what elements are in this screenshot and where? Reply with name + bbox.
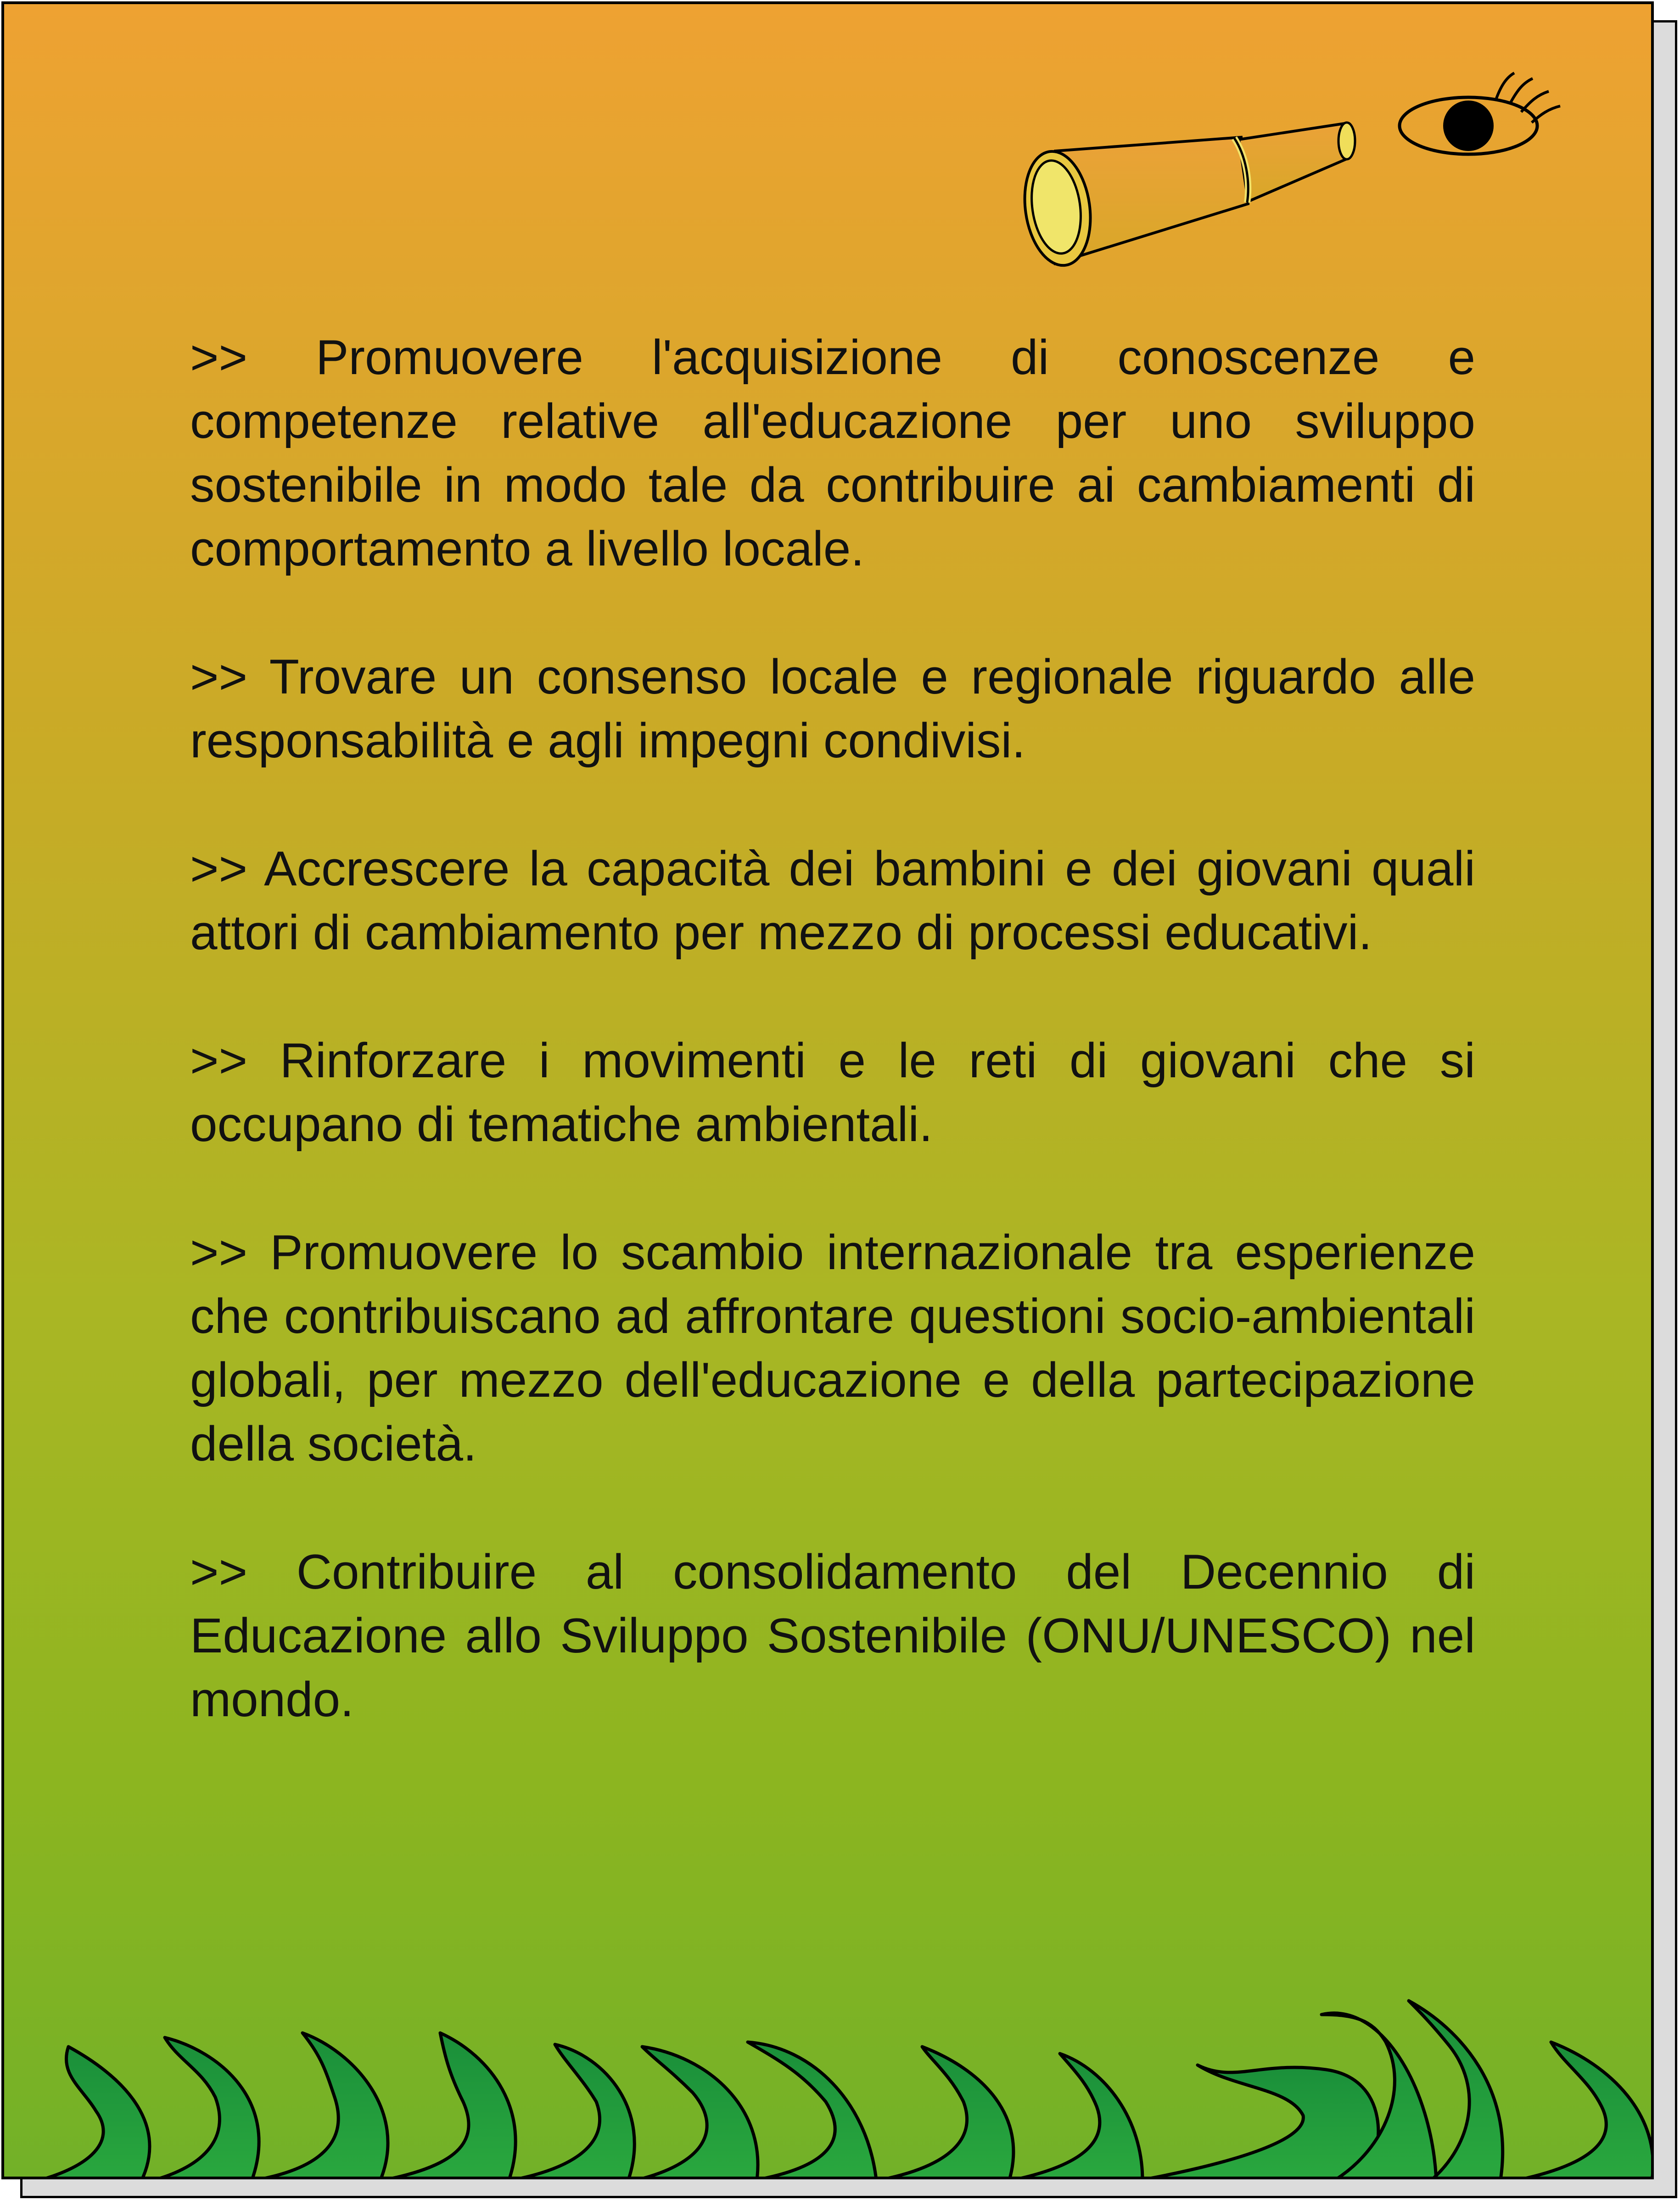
objective-paragraph-4: >> Rinforzare i movimenti e le reti di giovani che si occupano di tematiche ambientali. bbox=[190, 1033, 1475, 1152]
document-page bbox=[1, 1, 1654, 2179]
objective-paragraph-2: >> Trovare un consenso locale e regionale riguardo alle responsabilità e agli impegni condivisi. bbox=[190, 649, 1475, 768]
objective-paragraph-5: >> Promuovere lo scambio internazionale tra esperienze che contribuiscano ad affrontare questioni socio-ambientali globali, per mezzo dell'educazione e della partecipazione della società. bbox=[190, 1225, 1475, 1471]
objective-paragraph-6: >> Contribuire al consolidamento del Decennio di Educazione allo Sviluppo Sostenibile (ONU/UNESCO) nel mondo. bbox=[190, 1544, 1475, 1727]
objectives-list bbox=[190, 325, 1475, 1796]
telescope-eye-icon bbox=[1005, 59, 1583, 289]
grass-icon bbox=[4, 1950, 1654, 2179]
objective-paragraph-3: >> Accrescere la capacità dei bambini e dei giovani quali attori di cambiamento per mezzo di processi educativi. bbox=[190, 841, 1475, 960]
objective-paragraph-1: >> Promuovere l'acquisizione di conoscenze e competenze relative all'educazione per uno sviluppo sostenibile in modo tale da contribuire ai cambiamenti di comportamento a livello locale. bbox=[190, 330, 1475, 576]
